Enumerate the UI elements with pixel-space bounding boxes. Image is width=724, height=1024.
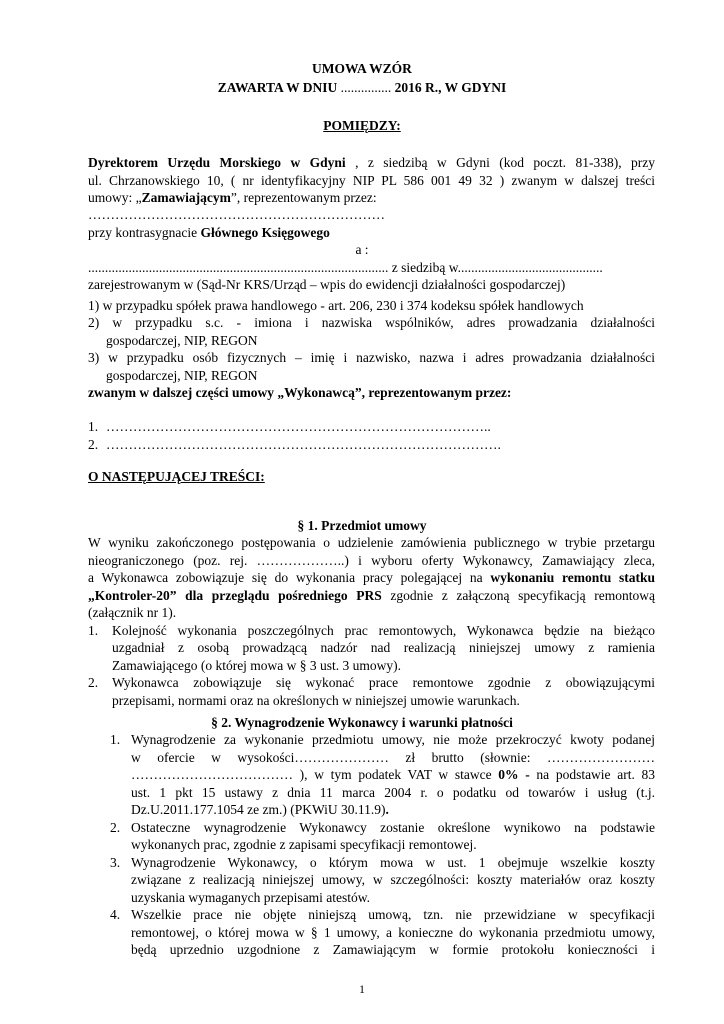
section-2-item-2-a: Ostateczne wynagrodzenie Wykonawcy zostanie określone wynikowo na podstawie — [131, 820, 655, 835]
section-2-item-4-number: 4. — [110, 907, 121, 922]
section-2-item-2-number: 2. — [110, 820, 121, 835]
content-heading: O NASTĘPUJĄCEJ TREŚCI: — [88, 469, 265, 484]
section-2-item-3-number: 3. — [110, 855, 121, 870]
section-2-item-3-c: uzyskania wymaganych przepisami atestów. — [131, 890, 371, 905]
section-2-item-1-b: w ofercie w wysokości………………… zł brutto (słownie: …………………… — [131, 750, 655, 765]
party-line-2: ul. Chrzanowskiego 10, ( nr identyfikacyjny NIP PL 586 001 49 32 ) zwanym w dalszej treści — [88, 173, 655, 188]
representative-placeholder: ………………………………………………………… — [88, 207, 385, 222]
section-2-item-2-b: wykonanych prac, zgodnie z zapisami specyfikacji remontowej. — [131, 837, 477, 852]
section-1-item-1-a: Kolejność wykonania poszczególnych prac remontowych, Wykonawca będzie na bieżąco — [112, 623, 655, 638]
section-2-item-4-b: remontowej, o której mowa w § 1 umowy, a konieczne do wykonania przedmiotu umowy, — [131, 925, 655, 940]
rep-number-1: 1. — [88, 419, 99, 434]
section-1-line-1: W wyniku zakończonego postępowania o udzielenie zamówienia publicznego w trybie przetargu — [88, 535, 655, 550]
page-number: 1 — [359, 982, 365, 996]
section-1-line-2: nieograniczonego (poz. rej. ………………..) i wyboru oferty Wykonawcy, Zamawiający zleca, — [88, 553, 655, 568]
document-subtitle: ZAWARTA W DNIU ............... 2016 R., W GDYNI — [217, 80, 507, 95]
section-1-item-2-number: 2. — [88, 675, 99, 690]
section-1-line-5: (załącznik nr 1). — [88, 605, 177, 620]
countersignature-line: przy kontrasygnacie Głównego Księgowego — [88, 225, 330, 240]
section-2-item-1-a: Wynagrodzenie za wykonanie przedmiotu umowy, nie może przekroczyć kwoty podanej — [131, 732, 655, 747]
case-item-2: 2) w przypadku s.c. - imiona i nazwiska wspólników, adres prowadzania działalności — [88, 315, 655, 330]
section-1-line-3: a Wykonawca zobowiązuje się do wykonania pracy polegającej na wykonaniu remontu statku — [88, 570, 655, 585]
party-line-1: Dyrektorem Urzędu Morskiego w Gdyni , z siedzibą w Gdyni (kod poczt. 81-338), przy — [88, 155, 655, 170]
section-2-item-1-e: Dz.U.2011.177.1054 ze zm.) (PKWiU 30.11.9). — [131, 802, 389, 817]
case-item-3-cont: gospodarczej, NIP, REGON — [106, 368, 258, 383]
section-1-item-1-number: 1. — [88, 623, 99, 638]
party-line-3: umowy: „Zamawiającym”, reprezentowanym przez: — [88, 190, 377, 205]
section-2-item-1-c: ……………………………… ), w tym podatek VAT w stawce 0% - na podstawie art. 83 — [131, 767, 656, 782]
section-2-item-4-c: będą uprzednio uzgodnione z Zamawiającym w formie protokołu konieczności i — [131, 942, 655, 957]
rep-placeholder-2: ……………………………………………………………………………. — [106, 437, 501, 452]
between-heading: POMIĘDZY: — [323, 118, 401, 133]
section-2-item-1-d: ust. 1 pkt 15 ustawy z dnia 11 marca 2004 r. o podatku od towarów i usług (t.j. — [131, 785, 655, 800]
case-item-2-cont: gospodarczej, NIP, REGON — [106, 333, 258, 348]
section-2-item-3-a: Wynagrodzenie Wykonawcy, o którym mowa w ust. 1 obejmuje wszelkie koszty — [131, 855, 655, 870]
section-1-item-1-b: uzgadniał z osobą prowadzącą nadzór nad realizacją niniejszej umowy z ramienia — [112, 640, 655, 655]
section-2-heading: § 2. Wynagrodzenie Wykonawcy i warunki płatności — [211, 715, 513, 730]
case-item-3: 3) w przypadku osób fizycznych – imię i nazwisko, nazwa i adres prowadzania działalności — [88, 350, 655, 365]
contractor-definition: zwanym w dalszej części umowy „Wykonawcą”, reprezentowanym przez: — [88, 385, 512, 400]
registration-line: zarejestrowanym w (Sąd-Nr KRS/Urząd – wpis do ewidencji działalności gospodarczej) — [88, 277, 566, 292]
section-1-item-2-a: Wykonawca zobowiązuje się wykonać prace remontowe zgodnie z obowiązującymi — [112, 675, 655, 690]
section-1-line-4: „Kontroler-20” dla przeglądu pośredniego PRS zgodnie z załączoną specyfikacją remontową — [88, 588, 655, 603]
section-1-item-2-b: przepisami, normami oraz na określonych w niniejszej umowie warunkach. — [112, 693, 520, 708]
document-title: UMOWA WZÓR — [312, 61, 412, 76]
section-2-item-1-number: 1. — [110, 732, 121, 747]
rep-placeholder-1: ………………………………………………………………………….. — [106, 419, 491, 434]
section-2-item-4-a: Wszelkie prace nie objęte niniejszą umową, tzn. nie przewidziane w specyfikacji — [131, 907, 655, 922]
contractor-placeholder: ......................................................................................... z siedzibą w........................................... — [88, 260, 603, 275]
section-1-item-1-c: Zamawiającego (o której mowa w § 3 ust. 3 umowy). — [112, 658, 402, 673]
and-label: a : — [355, 242, 369, 257]
section-2-item-3-b: związane z realizacją niniejszej umowy, w szczególności: koszty materiałów oraz koszty — [131, 872, 655, 887]
case-item-1: 1) w przypadku spółek prawa handlowego - art. 206, 230 i 374 kodeksu spółek handlowych — [88, 298, 584, 313]
section-1-heading: § 1. Przedmiot umowy — [297, 518, 427, 533]
rep-number-2: 2. — [88, 437, 99, 452]
